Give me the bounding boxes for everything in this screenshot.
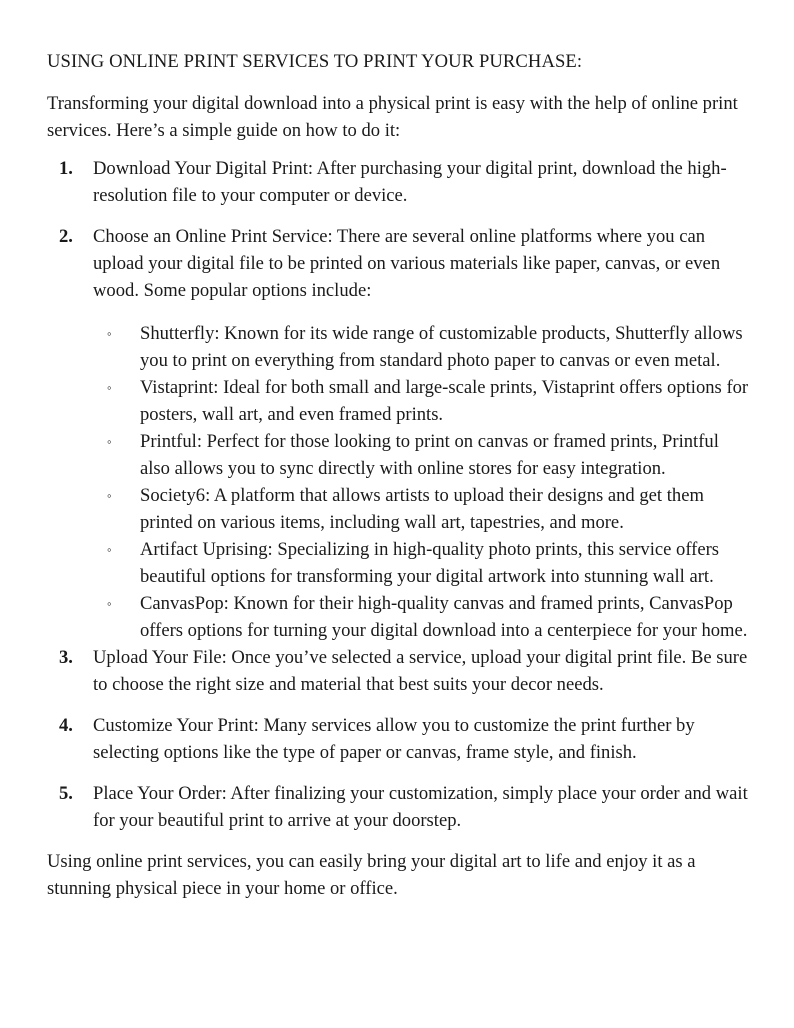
option-text: Vistaprint: Ideal for both small and large-scale prints, Vistaprint offers options for posters, wall art, and even framed prints. — [140, 377, 749, 425]
step-number: 2. — [59, 226, 73, 247]
step-number: 3. — [59, 647, 73, 668]
option-item-artifact-uprising — [93, 536, 750, 590]
step-item-1 — [47, 155, 750, 209]
step-number: 5. — [59, 783, 73, 804]
step-text: Upload Your File: Once you’ve selected a service, upload your digital print file. Be sure to choose the right size and material that best suits your decor needs. — [93, 647, 748, 695]
steps-list — [47, 155, 750, 834]
option-text: Society6: A platform that allows artists to upload their designs and get them printed on various items, including wall art, tapestries, and more. — [140, 485, 704, 533]
outro-paragraph: Using online print services, you can easily bring your digital art to life and enjoy it as a stunning physical piece in your home or office. — [47, 851, 696, 899]
step-text: Download Your Digital Print: After purchasing your digital print, download the high-resolution file to your computer or device. — [93, 158, 727, 206]
bullet-icon: ◦ — [107, 434, 112, 449]
option-item-shutterfly — [93, 320, 750, 374]
bullet-icon: ◦ — [107, 596, 112, 611]
step-number: 4. — [59, 715, 73, 736]
option-text: Artifact Uprising: Specializing in high-quality photo prints, this service offers beautiful options for transforming your digital artwork into stunning wall art. — [140, 539, 720, 587]
step-item-5 — [47, 780, 750, 834]
step-item-3 — [47, 644, 750, 698]
bullet-icon: ◦ — [107, 380, 112, 395]
option-text: Printful: Perfect for those looking to print on canvas or framed prints, Printful also allows you to sync directly with online stores for easy integration. — [140, 431, 719, 479]
step-text: Choose an Online Print Service: There are several online platforms where you can upload your digital file to be printed on various materials like paper, canvas, or even wood. Some popular options include: — [93, 226, 721, 301]
bullet-icon: ◦ — [107, 542, 112, 557]
option-item-vistaprint — [93, 374, 750, 428]
step-item-4 — [47, 712, 750, 766]
option-item-society6 — [93, 482, 750, 536]
option-text: Shutterfly: Known for its wide range of customizable products, Shutterfly allows you to print on everything from standard photo paper to canvas or even metal. — [140, 323, 743, 371]
step-text: Customize Your Print: Many services allow you to customize the print further by selecting options like the type of paper or canvas, frame style, and finish. — [93, 715, 695, 763]
step-item-2 — [47, 223, 750, 644]
bullet-icon: ◦ — [107, 488, 112, 503]
step-number: 1. — [59, 158, 73, 179]
option-item-printful — [93, 428, 750, 482]
step-text: Place Your Order: After finalizing your customization, simply place your order and wait for your beautiful print to arrive at your doorstep. — [93, 783, 748, 831]
document-heading: USING ONLINE PRINT SERVICES TO PRINT YOUR PURCHASE: — [47, 51, 583, 72]
bullet-icon: ◦ — [107, 326, 112, 341]
option-text: CanvasPop: Known for their high-quality canvas and framed prints, CanvasPop offers options for turning your digital download into a centerpiece for your home. — [140, 593, 748, 641]
intro-paragraph: Transforming your digital download into a physical print is easy with the help of online print services. Here’s a simple guide on how to do it: — [47, 93, 738, 141]
option-item-canvaspop — [93, 590, 750, 644]
print-service-options-list — [93, 320, 750, 644]
